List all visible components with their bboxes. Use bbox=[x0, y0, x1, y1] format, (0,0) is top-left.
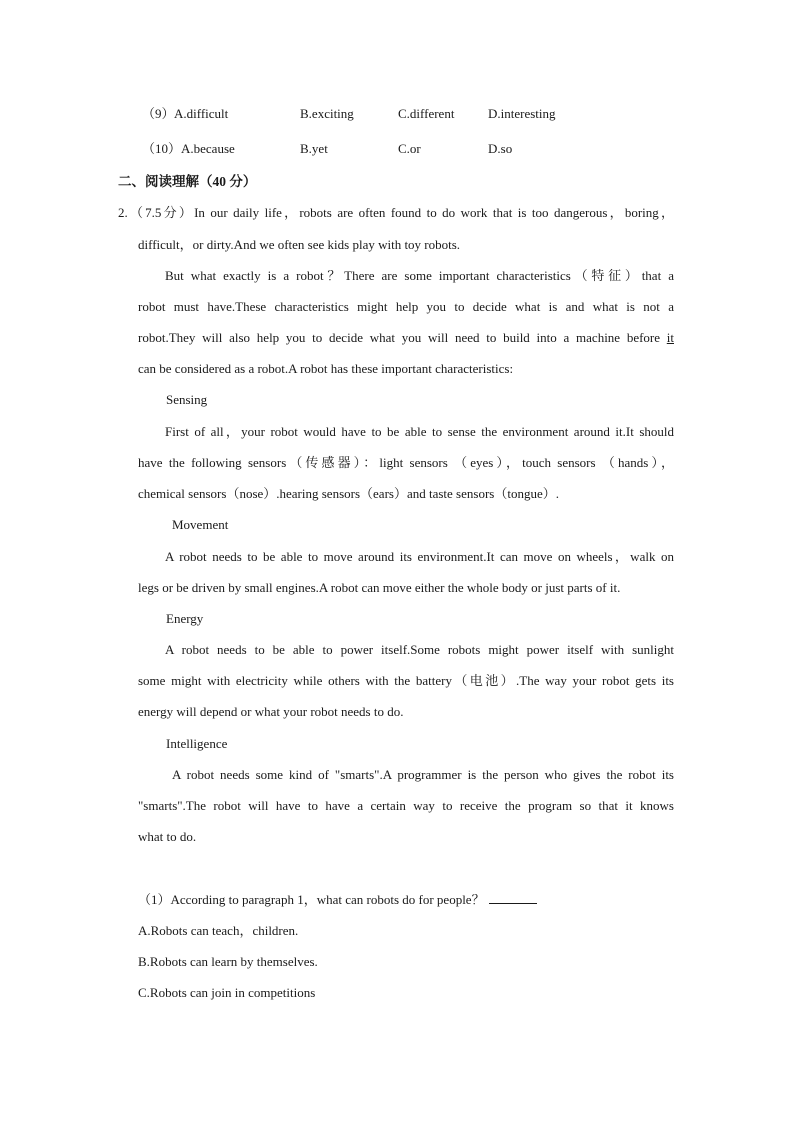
sensing-line-1: First of all，your robot would have to be able to sense the environment around it.It should bbox=[165, 424, 674, 439]
q9-option-a: A.difficult bbox=[174, 106, 229, 121]
q10-option-a: A.because bbox=[181, 141, 235, 156]
paragraph-2-line-1: But what exactly is a robot？There are some important characteristics（特征）that a bbox=[165, 268, 674, 283]
q9-number: （9） bbox=[142, 106, 175, 121]
movement-line-2: legs or be driven by small engines.A robot can move either the whole body or just parts of it. bbox=[138, 580, 621, 595]
sensing-line-3: chemical sensors（nose）.hearing sensors（ears）and taste sensors（tongue）. bbox=[138, 486, 559, 501]
q10-option-c: C.or bbox=[398, 141, 421, 156]
energy-line-3: energy will depend or what your robot needs to do. bbox=[138, 704, 404, 719]
question-1-option-b: B.Robots can learn by themselves. bbox=[138, 954, 318, 969]
passage-intro-line-1: 2.（7.5分）In our daily life，robots are often found to do work that is too dangerous，boring， bbox=[118, 205, 674, 220]
passage-intro-line-2: difficult，or dirty.And we often see kids play with toy robots. bbox=[138, 237, 461, 252]
q9-option-b: B.exciting bbox=[300, 106, 354, 121]
q10-option-d: D.so bbox=[488, 141, 513, 156]
question-1-option-c: C.Robots can join in competitions bbox=[138, 985, 316, 1000]
question-1 bbox=[138, 890, 537, 910]
intelligence-line-2: "smarts".The robot will have to have a certain way to receive the program so that it knows bbox=[138, 798, 674, 813]
sensing-line-2: have the following sensors（传感器）：light sensors （eyes），touch sensors （hands）， bbox=[138, 455, 674, 470]
energy-line-1: A robot needs to be able to power itself.Some robots might power itself with sunlight bbox=[165, 642, 674, 657]
paragraph-2-line-2: robot must have.These characteristics might help you to decide what is and what is not a bbox=[138, 299, 674, 314]
section-heading: 二、阅读理解（40 分） bbox=[118, 174, 257, 189]
sensing-heading: Sensing bbox=[166, 392, 208, 407]
movement-heading: Movement bbox=[172, 517, 229, 532]
paragraph-2-line-3-text: robot.They will also help you to decide what you will need to build into a machine before bbox=[138, 330, 667, 345]
movement-line-1: A robot needs to be able to move around its environment.It can move on wheels，walk on bbox=[165, 549, 674, 564]
answer-blank[interactable] bbox=[489, 891, 537, 904]
paragraph-2-line-4: can be considered as a robot.A robot has these important characteristics: bbox=[138, 361, 514, 376]
q9-option-c: C.different bbox=[398, 106, 455, 121]
question-1-option-a: A.Robots can teach，children. bbox=[138, 923, 299, 938]
q10-option-b: B.yet bbox=[300, 141, 328, 156]
energy-line-2: some might with electricity while others with the battery（电池）.The way your robot gets its bbox=[138, 673, 674, 688]
intelligence-heading: Intelligence bbox=[166, 736, 228, 751]
question-1-stem: （1）According to paragraph 1，what can robots do for people？ bbox=[138, 892, 485, 907]
intelligence-line-3: what to do. bbox=[138, 829, 197, 844]
underlined-word-it: it bbox=[666, 330, 674, 345]
energy-heading: Energy bbox=[166, 611, 204, 626]
paragraph-2-line-3 bbox=[138, 328, 674, 348]
q10-number: （10） bbox=[142, 141, 182, 156]
q9-option-d: D.interesting bbox=[488, 106, 556, 121]
intelligence-line-1: A robot needs some kind of "smarts".A programmer is the person who gives the robot its bbox=[172, 767, 674, 782]
